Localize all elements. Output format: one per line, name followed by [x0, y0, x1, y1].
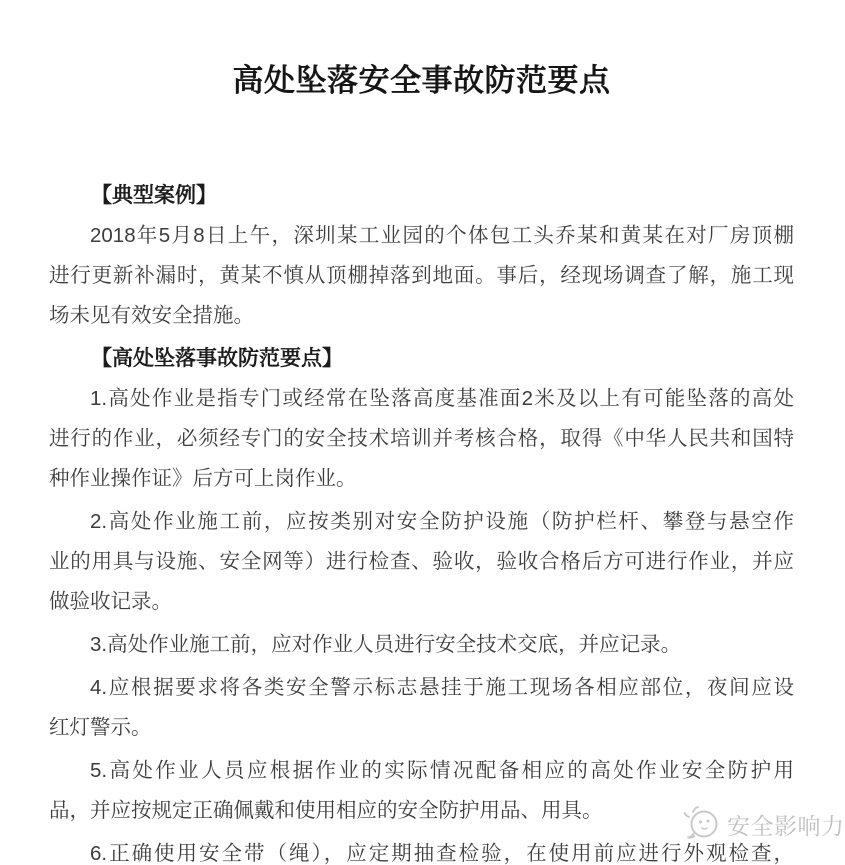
text-line: 4.应根据要求将各类安全警示标志悬挂于施工现场各相应部位，夜间应设: [90, 676, 794, 699]
text-line: 2018年5月8日上午，深圳某工业园的个体包工头乔某和黄某在对厂房顶棚: [90, 224, 794, 247]
text-line: 2.高处作业施工前，应按类别对安全防护设施（防护栏杆、攀登与悬空作: [90, 510, 794, 533]
text-line: 6.正确使用安全带（绳），应定期抽查检验，在使用前应进行外观检查，: [90, 842, 794, 865]
paragraph-point-3: [49, 625, 794, 665]
text-line: 进行更新补漏时，黄某不慎从顶棚掉落到地面。事后，经现场调查了解，施工现: [49, 264, 794, 287]
paragraph-point-5: [49, 751, 794, 831]
text-line: 场未见有效安全措施。: [49, 304, 254, 327]
text-line: 做验收记录。: [49, 590, 172, 613]
section-heading-typical-case: 【典型案例】: [91, 184, 217, 207]
section-heading-prevention-points: 【高处坠落事故防范要点】: [91, 347, 343, 370]
text-line: 5.高处作业人员应根据作业的实际情况配备相应的高处作业安全防护用: [90, 759, 794, 782]
page-title: 高处坠落安全事故防范要点: [232, 63, 611, 98]
text-line: 红灯警示。: [49, 716, 152, 739]
text-line: 1.高处作业是指专门或经常在坠落高度基准面2米及以上有可能坠落的高处: [90, 387, 794, 410]
paragraph-case: [49, 216, 794, 336]
text-line: 种作业操作证》后方可上岗作业。: [49, 467, 357, 490]
text-line: 3.高处作业施工前，应对作业人员进行安全技术交底，并应记录。: [90, 633, 682, 656]
text-line: 进行的作业，必须经专门的安全技术培训并考核合格，取得《中华人民共和国特: [49, 427, 794, 450]
paragraph-point-2: [49, 502, 794, 622]
article-body: [49, 176, 794, 865]
paragraph-point-1: [49, 379, 794, 499]
paragraph-point-6: [49, 834, 794, 865]
paragraph-point-4: [49, 668, 794, 748]
text-line: 业的用具与设施、安全网等）进行检查、验收，验收合格后方可进行作业，并应: [49, 550, 794, 573]
text-line: 品，并应按规定正确佩戴和使用相应的安全防护用品、用具。: [49, 799, 603, 822]
watermark-label: 安全影响力: [727, 812, 845, 839]
